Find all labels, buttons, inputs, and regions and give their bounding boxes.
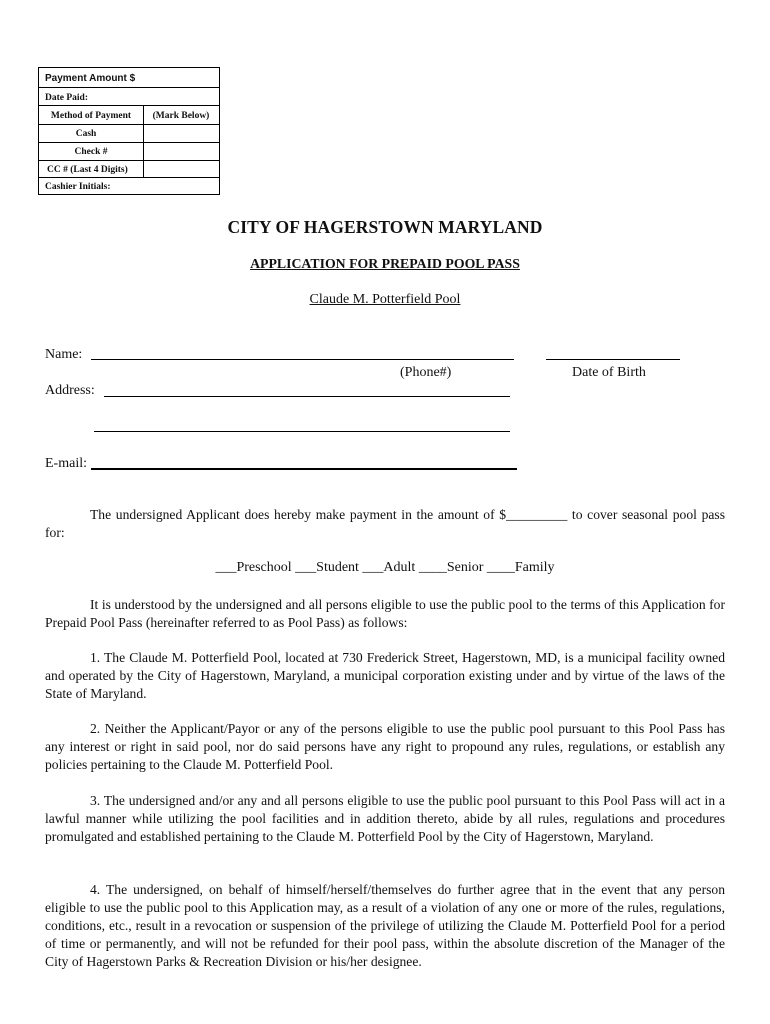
clause-3-paragraph <box>45 792 725 846</box>
pass-type-options[interactable]: ___Preschool ___Student ___Adult ____Senior ____Family <box>215 560 555 575</box>
name-field[interactable] <box>91 359 514 360</box>
date-of-birth-field[interactable] <box>546 359 680 360</box>
clause-2-text: 2. Neither the Applicant/Payor or any of the persons eligible to use the public pool pursuant to this Pool Pass has any interest or right in said pool, nor do said persons have any right to propound any rules, regulations, or establish any policies pertaining to the Claude M. Potterfield Pool. <box>45 721 725 772</box>
cashier-box <box>38 67 220 195</box>
date-paid-label: Date Paid: <box>45 93 89 103</box>
clause-1-text: 1. The Claude M. Potterfield Pool, located at 730 Frederick Street, Hagerstown, MD, is a municipal facility owned and operated by the City of Hagerstown, Maryland, a municipal corporation existing under and by virtue of the laws of the State of Maryland. <box>45 650 725 701</box>
name-label: Name: <box>45 347 83 362</box>
payment-text: The undersigned Applicant does hereby make payment in the amount of $_________ to cover seasonal pool pass for: <box>45 507 725 540</box>
page-title: CITY OF HAGERSTOWN MARYLAND <box>227 217 543 237</box>
intro-text: It is understood by the undersigned and all persons eligible to use the public pool to the terms of this Application for Prepaid Pool Pass (hereinafter referred to as Pool Pass) as follows: <box>45 597 725 630</box>
email-label: E-mail: <box>45 456 87 471</box>
mark-below-label: (Mark Below) <box>152 111 210 121</box>
clause-1-paragraph <box>45 649 725 703</box>
intro-paragraph <box>45 596 725 632</box>
clause-3-text: 3. The undersigned and/or any and all persons eligible to use the public pool pursuant to this Pool Pass will act in a lawful manner while utilizing the pool facilities and in addition thereto, abide by all rules, regulations and procedures promulgated and established pertaining to the Claude M. Potterfield Pool by the City of Hagerstown, Maryland. <box>45 793 725 844</box>
pool-name: Claude M. Potterfield Pool <box>309 292 461 307</box>
email-field[interactable] <box>91 468 517 470</box>
check-row[interactable] <box>39 143 219 161</box>
column-divider <box>143 125 144 142</box>
clause-2-paragraph <box>45 720 725 774</box>
cc-label: CC # (Last 4 Digits) <box>47 165 128 175</box>
column-divider <box>143 143 144 160</box>
address-field-line-2[interactable] <box>94 431 510 432</box>
payment-amount-row <box>39 68 219 88</box>
date-paid-row[interactable] <box>39 88 219 106</box>
cash-row[interactable] <box>39 125 219 143</box>
payment-paragraph <box>45 506 725 542</box>
phone-label: (Phone#) <box>400 365 452 380</box>
cashier-initials-label: Cashier Initials: <box>45 182 111 192</box>
address-label: Address: <box>45 383 95 398</box>
page-subtitle: APPLICATION FOR PREPAID POOL PASS <box>250 256 520 271</box>
method-of-payment-row <box>39 106 219 125</box>
cashier-initials-row[interactable] <box>39 178 219 195</box>
clause-4-text: 4. The undersigned, on behalf of himself/herself/themselves do further agree that in the event that any person eligible to use the public pool to this Application may, as a result of a violation of any one or more of the rules, regulations, conditions, etc., result in a revocation or suspension of the privilege of utilizing the Claude M. Potterfield Pool for a period of time or permanently, and will not be refunded for their pool pass, within the absolute discretion of the Manager of the City of Hagerstown Parks & Recreation Division or his/her designee. <box>45 882 725 969</box>
cash-label: Cash <box>75 129 97 139</box>
page-subtitle-wrap <box>0 256 770 272</box>
address-field-line-1[interactable] <box>104 396 510 397</box>
method-of-payment-label: Method of Payment <box>50 111 132 121</box>
clause-4-paragraph <box>45 881 725 971</box>
date-of-birth-label: Date of Birth <box>572 365 646 380</box>
column-divider <box>143 161 144 177</box>
check-label: Check # <box>74 147 108 157</box>
pool-name-wrap <box>0 292 770 308</box>
cc-row[interactable] <box>39 161 219 178</box>
payment-amount-label: Payment Amount $ <box>45 73 136 84</box>
